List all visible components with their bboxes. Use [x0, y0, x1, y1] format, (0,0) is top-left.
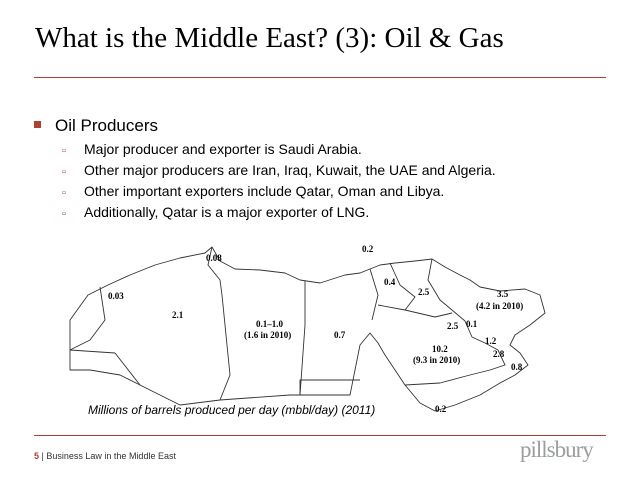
border-saudi-yemen: [405, 370, 490, 385]
map-label-kuwait: 2.5: [447, 321, 459, 331]
map-label-morocco: 0.03: [108, 291, 124, 301]
slide-title: What is the Middle East? (3): Oil & Gas: [35, 22, 504, 54]
main-bullet: [34, 116, 158, 136]
border-iraq-iran: [428, 259, 452, 310]
map-label-saudi: 10.2: [432, 344, 448, 354]
title-divider: [34, 77, 606, 78]
map-label-iraq: 2.5: [418, 287, 430, 297]
sub-bullet-text: Other important exporters include Qatar, Oman and Libya.: [84, 183, 445, 199]
border-egypt-sudan: [300, 380, 360, 395]
map-label-egypt: 0.7: [334, 330, 346, 340]
footer: [34, 451, 176, 461]
page-number: 5: [34, 451, 40, 461]
map-label-oman: 0.8: [511, 362, 523, 372]
map-label-libya: 0.1–1.0: [256, 319, 283, 329]
map-label-tunisia: 0.08: [206, 253, 222, 263]
border-algeria-libya: [220, 295, 230, 400]
map-label-libya-2010: (1.6 in 2010): [244, 330, 292, 340]
map-label-yemen: 0.2: [435, 404, 447, 414]
sub-bullet-text: Other major producers are Iran, Iraq, Kuwait, the UAE and Algeria.: [84, 162, 496, 178]
pillsbury-logo: pillsbury: [520, 437, 593, 462]
square-bullet-icon: [34, 121, 41, 128]
sub-bullet: [62, 204, 369, 220]
map-label-turkey: 0.2: [362, 244, 374, 254]
sub-bullet-text: Major producer and exporter is Saudi Arabia.: [84, 141, 362, 157]
map-label-bahrain: 0.1: [466, 319, 478, 329]
sub-bullet-text: Additionally, Qatar is a major exporter of LNG.: [84, 204, 370, 220]
hollow-square-bullet-icon: ▫: [62, 187, 66, 199]
hollow-square-bullet-icon: ▫: [62, 145, 66, 157]
map-label-uae: 2.8: [493, 349, 505, 359]
sub-bullet: [62, 141, 362, 157]
border-libya-egypt: [300, 281, 305, 395]
sub-bullet: [62, 183, 444, 199]
map-label-iran: 3.5: [497, 289, 509, 299]
footer-divider: [34, 435, 606, 436]
map-caption: Millions of barrels produced per day (mbbl/day) (2011): [88, 403, 376, 417]
sub-bullet: [62, 162, 496, 178]
hollow-square-bullet-icon: ▫: [62, 208, 66, 220]
footer-separator: |: [41, 451, 44, 461]
map-label-saudi-2010: (9.3 in 2010): [413, 355, 461, 365]
map-label-qatar: 1.2: [485, 336, 497, 346]
map-label-iran-2010: (4.2 in 2010): [476, 301, 524, 311]
middle-east-map: [60, 225, 560, 425]
hollow-square-bullet-icon: ▫: [62, 166, 66, 178]
map-label-algeria: 2.1: [172, 310, 184, 320]
footer-text: Business Law in the Middle East: [46, 451, 176, 461]
border-levant: [370, 269, 378, 320]
main-bullet-text: Oil Producers: [55, 116, 158, 135]
border-saudi-north: [378, 305, 452, 317]
map-label-syria: 0.4: [384, 277, 396, 287]
